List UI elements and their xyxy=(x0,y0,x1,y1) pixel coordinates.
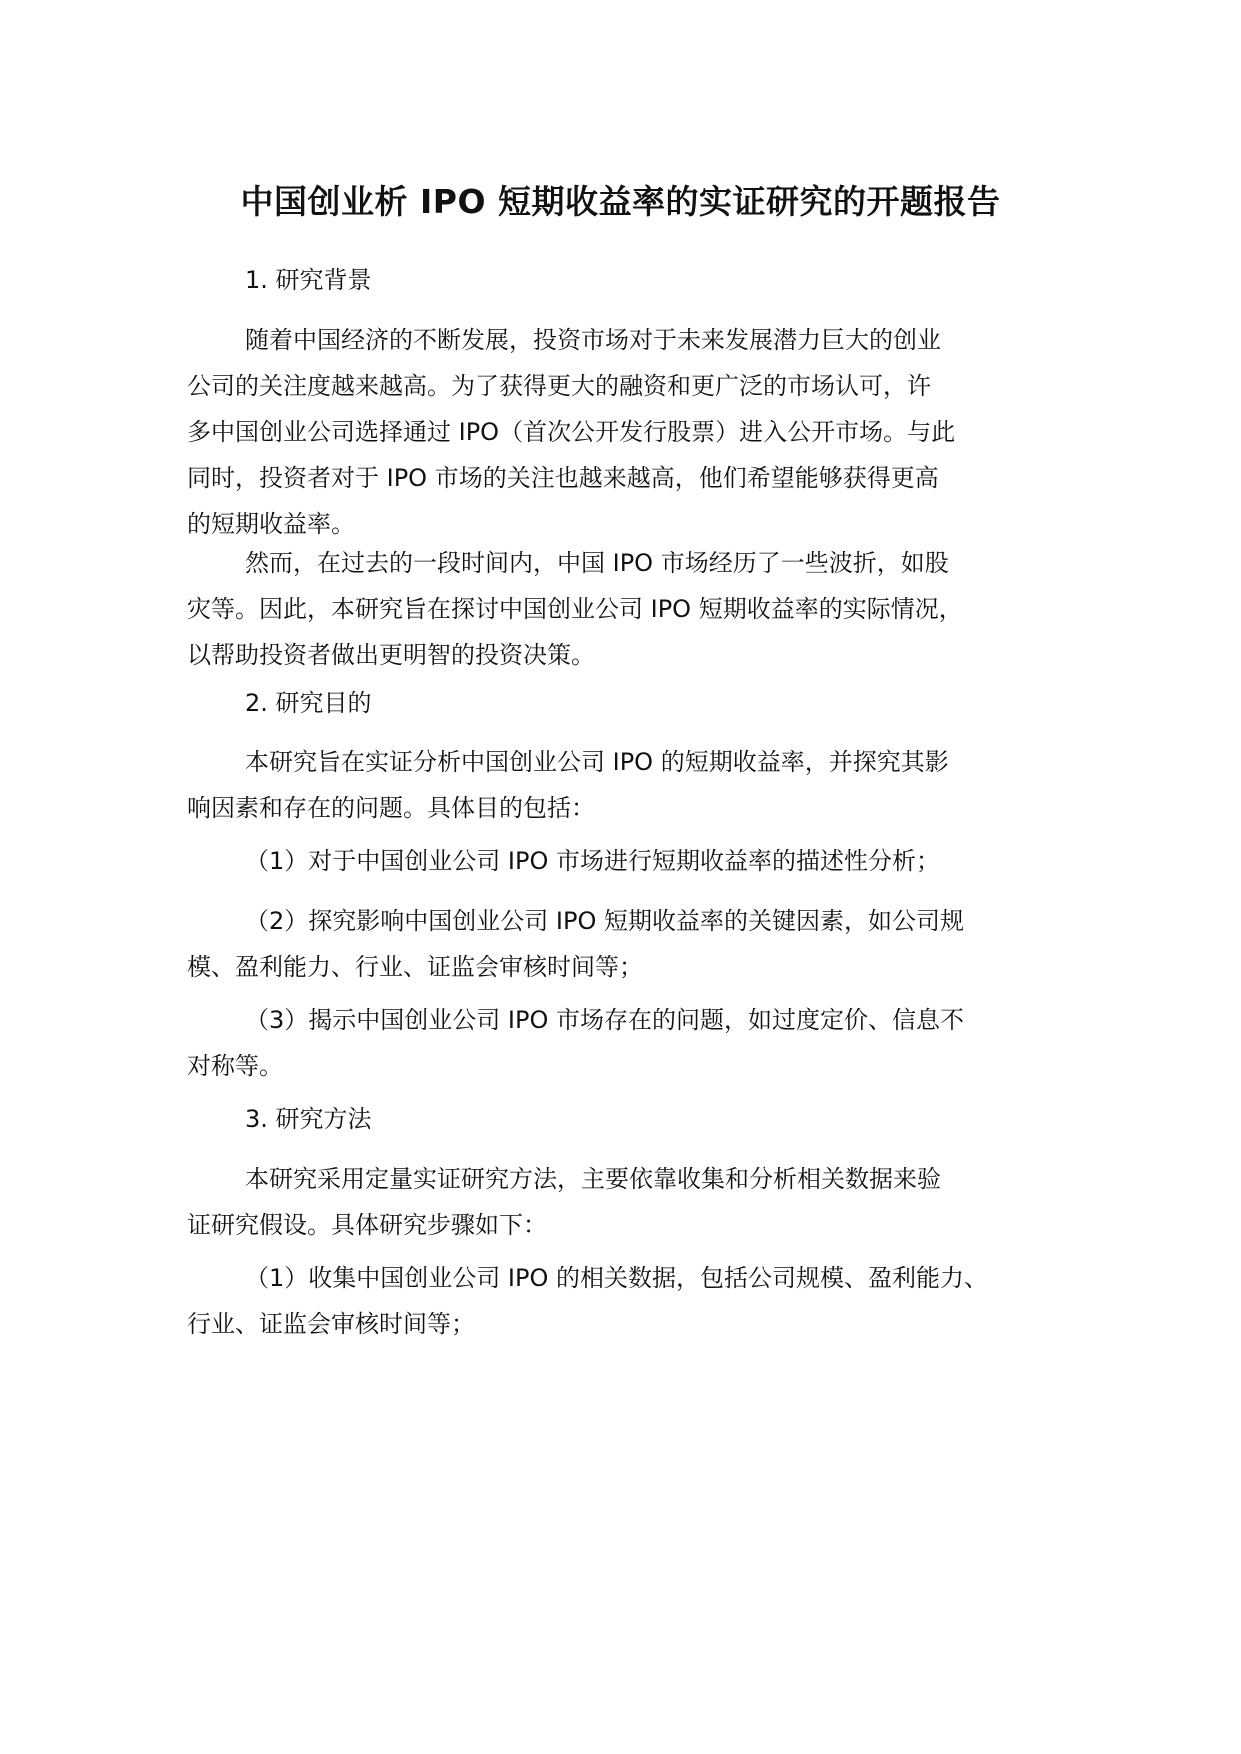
paragraph-background-2 xyxy=(187,540,1087,678)
paragraph-line: 随着中国经济的不断发展，投资市场对于未来发展潜力巨大的创业 xyxy=(245,326,941,354)
paragraph-line: 同时，投资者对于 IPO 市场的关注也越来越高，他们希望能够获得更高 xyxy=(187,464,939,492)
section-heading-method xyxy=(187,1096,1087,1142)
paragraph-line: （3）揭示中国创业公司 IPO 市场存在的问题，如过度定价、信息不 xyxy=(245,1006,964,1034)
paragraph-line: 行业、证监会审核时间等； xyxy=(187,1310,475,1338)
paragraph-line: 灾等。因此，本研究旨在探讨中国创业公司 IPO 短期收益率的实际情况， xyxy=(187,595,963,623)
paragraph-purpose-item-2 xyxy=(187,898,1087,990)
section-heading: 3. 研究方法 xyxy=(245,1105,372,1133)
paragraph-background-1 xyxy=(187,317,1087,547)
section-heading-purpose xyxy=(187,680,1087,726)
document-title: 中国创业析 IPO 短期收益率的实证研究的开题报告 xyxy=(240,182,1001,221)
paragraph-line: 响因素和存在的问题。具体目的包括： xyxy=(187,794,595,822)
paragraph-purpose-item-1 xyxy=(187,838,1087,884)
paragraph-line: 公司的关注度越来越高。为了获得更大的融资和更广泛的市场认可，许 xyxy=(187,372,931,400)
paragraph-line: 本研究采用定量实证研究方法，主要依靠收集和分析相关数据来验 xyxy=(245,1165,941,1193)
paragraph-line: 多中国创业公司选择通过 IPO（首次公开发行股票）进入公开市场。与此 xyxy=(187,418,956,446)
paragraph-line: （1）对于中国创业公司 IPO 市场进行短期收益率的描述性分析； xyxy=(245,847,940,875)
section-heading: 1. 研究背景 xyxy=(245,266,372,294)
paragraph-line: 的短期收益率。 xyxy=(187,510,355,538)
section-heading-background xyxy=(187,257,1087,303)
section-heading: 2. 研究目的 xyxy=(245,689,372,717)
paragraph-purpose-item-3 xyxy=(187,997,1087,1089)
paragraph-line: 然而，在过去的一段时间内，中国 IPO 市场经历了一些波折，如股 xyxy=(245,549,949,577)
paragraph-line: 本研究旨在实证分析中国创业公司 IPO 的短期收益率，并探究其影 xyxy=(245,748,949,776)
paragraph-purpose-intro xyxy=(187,739,1087,831)
paragraph-line: 模、盈利能力、行业、证监会审核时间等； xyxy=(187,953,643,981)
paragraph-line: 证研究假设。具体研究步骤如下： xyxy=(187,1211,547,1239)
paragraph-line: （1）收集中国创业公司 IPO 的相关数据，包括公司规模、盈利能力、 xyxy=(245,1264,988,1292)
paragraph-line: 对称等。 xyxy=(187,1052,283,1080)
paragraph-line: （2）探究影响中国创业公司 IPO 短期收益率的关键因素，如公司规 xyxy=(245,907,964,935)
paragraph-line: 以帮助投资者做出更明智的投资决策。 xyxy=(187,641,595,669)
paragraph-method-item-1 xyxy=(187,1255,1087,1347)
paragraph-method-intro xyxy=(187,1156,1087,1248)
